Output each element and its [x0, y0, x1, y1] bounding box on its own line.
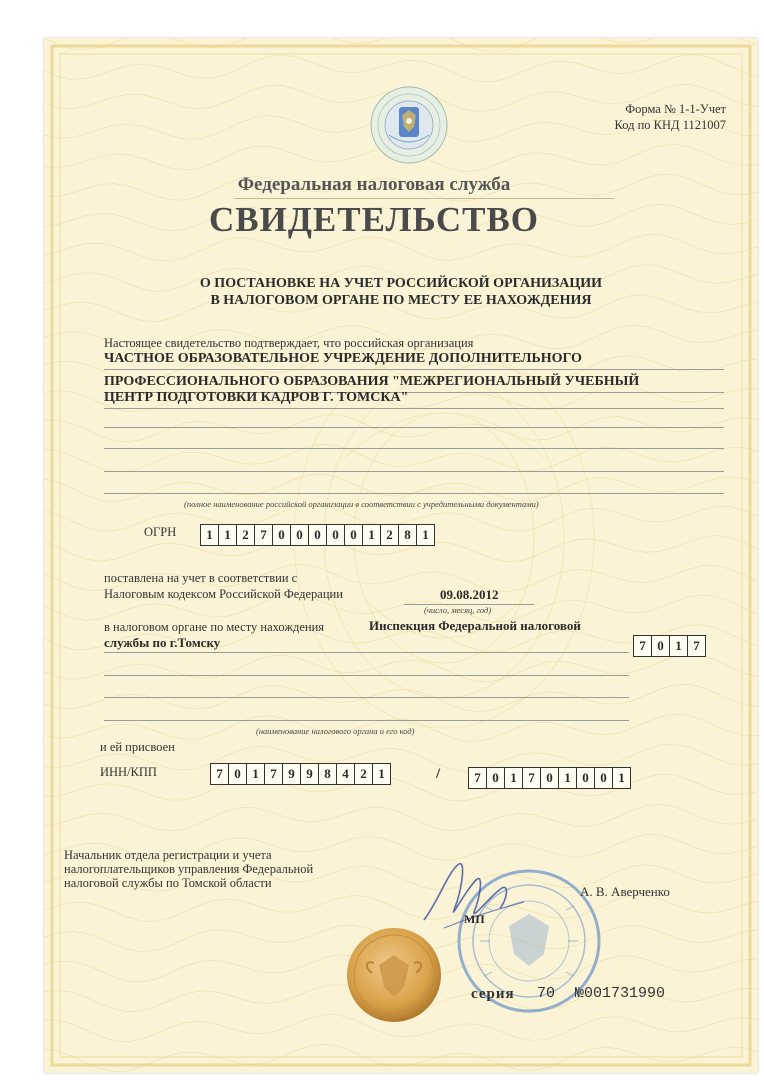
certificate-number: №001731990 — [575, 985, 666, 1002]
date-note: (число, месяц, год) — [424, 605, 492, 615]
digit-cell: 2 — [237, 525, 255, 545]
digit-cell: 1 — [247, 764, 265, 784]
official-position-1: Начальник отдела регистрации и учета — [64, 848, 272, 862]
series-value: 70 — [537, 985, 556, 1002]
kpp-cells — [468, 767, 631, 789]
digit-cell: 0 — [541, 768, 559, 788]
authority-name-line-2: службы по г.Томску — [104, 635, 221, 650]
authority-code-cells — [633, 635, 706, 657]
org-name-line-3: ЦЕНТР ПОДГОТОВКИ КАДРОВ Г. ТОМСКА" — [104, 390, 409, 405]
digit-cell: 0 — [229, 764, 247, 784]
gold-seal — [344, 925, 444, 1025]
official-name: А. В. Аверченко — [580, 884, 670, 899]
digit-cell: 1 — [378, 766, 385, 781]
service-name: Федеральная налоговая служба — [237, 174, 511, 195]
inn-kpp-label: ИНН/КПП — [100, 765, 157, 779]
digit-cell: 8 — [399, 525, 417, 545]
digit-cell: 1 — [559, 768, 577, 788]
digit-cell: 2 — [381, 525, 399, 545]
digit-cell: 0 — [345, 525, 363, 545]
digit-cell: 7 — [634, 636, 652, 656]
digit-cell: 7 — [523, 768, 541, 788]
digit-cell: 4 — [337, 764, 355, 784]
authority-name-line-1: Инспекция Федеральной налоговой — [369, 618, 581, 633]
form-number: Форма № 1-1-Учет — [625, 102, 726, 116]
registered-text-1: поставлена на учет в соответствии с — [104, 571, 298, 585]
mp-label: МП — [464, 912, 485, 926]
digit-cell: 0 — [652, 636, 670, 656]
digit-cell: 1 — [363, 525, 381, 545]
digit-cell: 9 — [283, 764, 301, 784]
official-position-3: налоговой службы по Томской области — [64, 876, 272, 890]
digit-cell: 0 — [595, 768, 613, 788]
digit-cell: 0 — [273, 525, 291, 545]
subtitle-line-2: В НАЛОГОВОМ ОРГАНЕ ПО МЕСТУ ЕЕ НАХОЖДЕНИЯ — [210, 293, 592, 308]
digit-cell: 7 — [469, 768, 487, 788]
inn-kpp-slash: / — [436, 766, 441, 782]
digit-cell: 1 — [201, 525, 219, 545]
digit-cell: 1 — [618, 770, 625, 785]
digit-cell: 1 — [422, 527, 429, 542]
digit-cell: 7 — [255, 525, 273, 545]
digit-cell: 0 — [577, 768, 595, 788]
knd-code: Код по КНД 1121007 — [614, 118, 726, 132]
org-name-note: (полное наименование российской организации в соответствии с учредительными документами) — [184, 499, 539, 509]
digit-cell: 7 — [693, 638, 700, 653]
ogrn-cells — [200, 524, 435, 546]
org-name-line-2: ПРОФЕССИОНАЛЬНОГО ОБРАЗОВАНИЯ "МЕЖРЕГИОНАЛЬНЫЙ УЧЕБНЫЙ — [104, 374, 640, 389]
digit-cell: 7 — [211, 764, 229, 784]
subtitle-line-1: О ПОСТАНОВКЕ НА УЧЕТ РОССИЙСКОЙ ОРГАНИЗАЦИИ — [199, 276, 603, 291]
registration-date: 09.08.2012 — [440, 587, 499, 602]
inn-cells — [210, 763, 391, 785]
certificate-page — [44, 38, 758, 1073]
digit-cell: 7 — [265, 764, 283, 784]
authority-intro: в налоговом органе по месту нахождения — [104, 620, 325, 634]
assigned-text: и ей присвоен — [100, 740, 175, 754]
intro-text: Настоящее свидетельство подтверждает, что российская организация — [104, 336, 474, 350]
ogrn-label: ОГРН — [144, 525, 177, 539]
digit-cell: 0 — [327, 525, 345, 545]
digit-cell: 8 — [319, 764, 337, 784]
document-title: СВИДЕТЕЛЬСТВО — [208, 200, 540, 239]
digit-cell: 0 — [309, 525, 327, 545]
digit-cell: 1 — [219, 525, 237, 545]
digit-cell: 1 — [670, 636, 688, 656]
digit-cell: 2 — [355, 764, 373, 784]
tax-service-emblem — [369, 85, 449, 165]
org-name-line-1: ЧАСТНОЕ ОБРАЗОВАТЕЛЬНОЕ УЧРЕЖДЕНИЕ ДОПОЛНИТЕЛЬНОГО — [104, 351, 582, 366]
digit-cell: 0 — [487, 768, 505, 788]
authority-note: (наименование налогового органа и его код) — [256, 726, 415, 736]
digit-cell: 0 — [291, 525, 309, 545]
registered-text-2: Налоговым кодексом Российской Федерации — [104, 587, 343, 601]
series-label: серия — [471, 986, 515, 1002]
digit-cell: 9 — [301, 764, 319, 784]
official-position-2: налогоплательщиков управления Федеральной — [64, 862, 314, 876]
digit-cell: 1 — [505, 768, 523, 788]
